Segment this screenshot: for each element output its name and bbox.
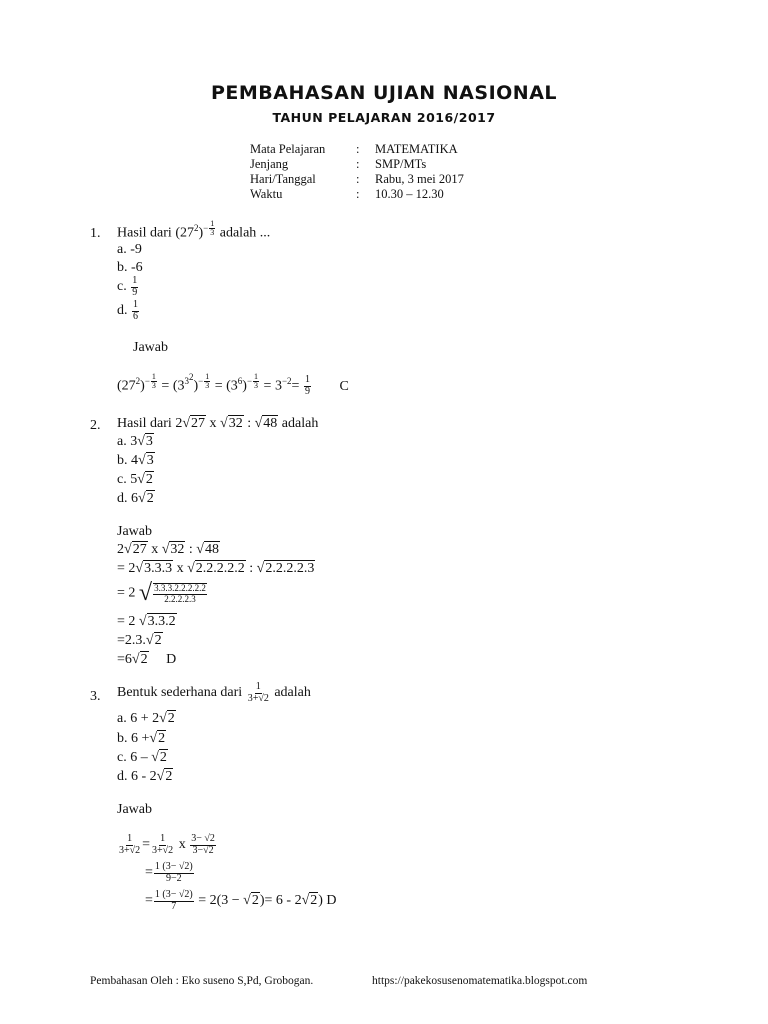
solution-line: $(27^2)^{- \frac{1}{3}}$ = $(3^{3^2})^{- \frac{1}{3}}$ = $(3^6)^{- \frac{1}{3}}$ = $3^{-2}=$ $\frac{1}{9}$ C xyxy=(117,372,349,397)
question-number: 1. xyxy=(90,226,101,241)
solution-line: =2.3.√2 xyxy=(117,633,162,648)
option-a: a. -9 xyxy=(117,242,142,257)
solution-line: $\frac{1}{3+√2}$ = $\frac{1}{3+√2}$ x $\frac{3- √2}{3-√2}$ xyxy=(119,833,215,856)
solution-line: = $\frac{1 (3- √2)}{9-2}$ xyxy=(145,861,193,884)
option-a: a. 3√3 xyxy=(117,434,153,449)
option-d: d. 6 - 2√2 xyxy=(117,769,173,784)
question-text: Bentuk sederhana dari $\frac{1}{3+√2}$ adalah xyxy=(117,681,311,704)
question-text: Hasil dari $(27^2)^{- \frac{1}{3}}$ adalah ... xyxy=(117,219,271,241)
info-sep: : xyxy=(356,157,360,171)
info-sep: : xyxy=(356,172,360,186)
option-d: d. $\frac{1}{6}$ xyxy=(117,299,138,322)
footer-author: Pembahasan Oleh : Eko suseno S,Pd, Grobogan. xyxy=(90,975,314,987)
solution-line: 2√27 x √32 : √48 xyxy=(117,542,219,557)
question-number: 3. xyxy=(90,689,101,704)
info-value: SMP/MTs xyxy=(375,157,427,171)
answer-letter: D xyxy=(166,652,177,667)
option-c: c. 6 – √2 xyxy=(117,750,167,765)
question-text: Hasil dari 2√27 x √32 : √48 adalah xyxy=(117,416,319,431)
question-number: 2. xyxy=(90,418,101,433)
option-c: c. $\frac{1}{9}$ xyxy=(117,275,138,298)
footer-url[interactable]: https://pakekosusenomatematika.blogspot.com xyxy=(372,975,588,987)
solution-line: =6√2 D xyxy=(117,652,177,667)
option-b: b. -6 xyxy=(117,260,143,275)
info-label: Mata Pelajaran xyxy=(250,142,326,156)
page-title: PEMBAHASAN UJIAN NASIONAL xyxy=(210,82,558,104)
option-c: c. 5√2 xyxy=(117,472,153,487)
solution-line: = 2√3.3.3 x √2.2.2.2.2 : √2.2.2.2.3 xyxy=(117,561,315,576)
option-b: b. 6 +√2 xyxy=(117,731,166,746)
info-label: Waktu xyxy=(250,187,283,201)
solution-line: = 2 √ $\frac{3.3.3.2.2.2.2.2}{2.2.2.2.3}$ xyxy=(117,580,206,606)
page-subtitle: TAHUN PELAJARAN 2016/2017 xyxy=(272,110,496,125)
info-label: Hari/Tanggal xyxy=(250,172,316,186)
answer-letter: C xyxy=(339,378,349,394)
info-value: MATEMATIKA xyxy=(375,142,458,156)
jawab-label: Jawab xyxy=(117,524,152,539)
info-value: 10.30 – 12.30 xyxy=(375,187,444,201)
solution-line: = 2 √3.3.2 xyxy=(117,614,176,629)
option-d: d. 6√2 xyxy=(117,491,154,506)
info-label: Jenjang xyxy=(250,157,289,171)
info-value: Rabu, 3 mei 2017 xyxy=(375,172,464,186)
jawab-label: Jawab xyxy=(117,802,152,817)
info-sep: : xyxy=(356,142,360,156)
solution-line: = $\frac{1 (3- √2)}{7}$ = 2(3 − √2)= 6 - 2√2) D xyxy=(145,889,337,912)
jawab-label: Jawab xyxy=(133,340,168,355)
info-sep: : xyxy=(356,187,360,201)
option-a: a. 6 + 2√2 xyxy=(117,711,175,726)
option-b: b. 4√3 xyxy=(117,453,154,468)
